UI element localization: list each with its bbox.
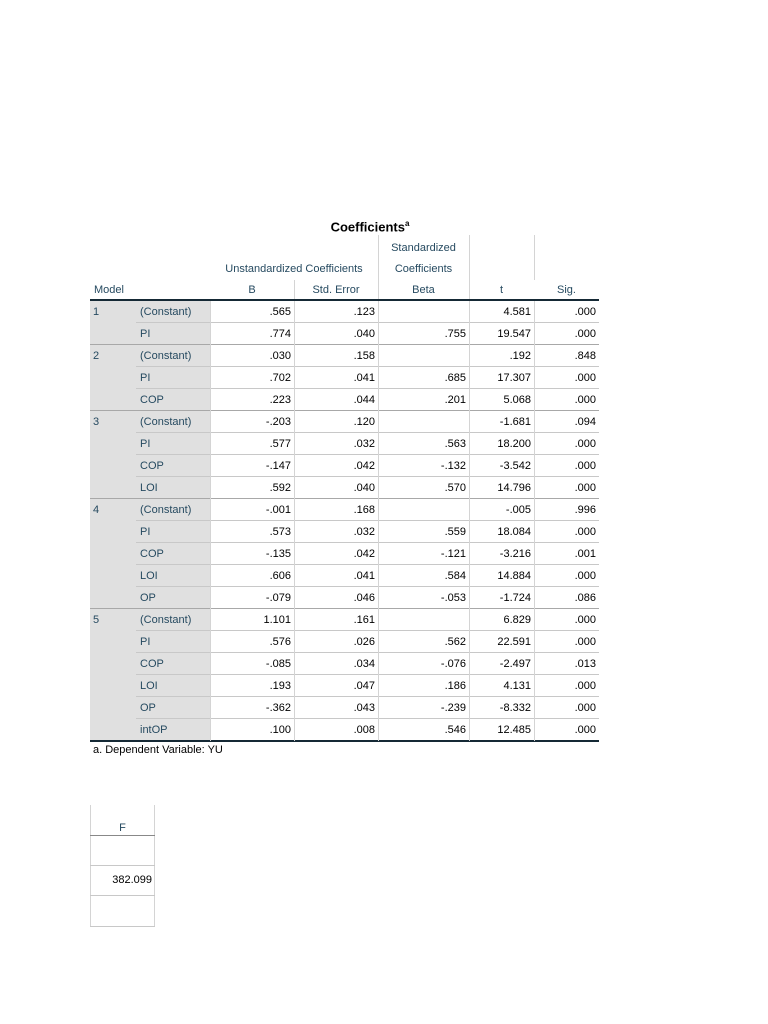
cell-sig: .013 bbox=[574, 658, 596, 670]
cell-std-error: .026 bbox=[353, 636, 375, 648]
variable-label: (Constant) bbox=[140, 504, 192, 516]
cell-std-error: .047 bbox=[353, 680, 375, 692]
variable-label: PI bbox=[140, 636, 151, 648]
cell-beta: .755 bbox=[444, 328, 466, 340]
cell-t: -8.332 bbox=[499, 702, 531, 714]
cell-std-error: .123 bbox=[353, 306, 375, 318]
header-unstandardized-coefficients: Unstandardized Coefficients bbox=[225, 263, 363, 275]
cell-sig: .000 bbox=[574, 372, 596, 384]
cell-b: .606 bbox=[269, 570, 291, 582]
cell-beta: .584 bbox=[444, 570, 466, 582]
cell-std-error: .034 bbox=[353, 658, 375, 670]
cell-beta bbox=[378, 301, 469, 323]
cell-beta bbox=[378, 499, 469, 521]
cell-t: 4.131 bbox=[503, 680, 531, 692]
header-sig: Sig. bbox=[557, 284, 576, 296]
variable-label: LOI bbox=[140, 680, 158, 692]
header-t: t bbox=[499, 284, 504, 296]
cell-beta: .562 bbox=[444, 636, 466, 648]
cell-b: -.001 bbox=[265, 504, 291, 516]
cell-sig: .001 bbox=[574, 548, 596, 560]
column-divider bbox=[294, 301, 295, 741]
cell-beta: -.132 bbox=[440, 460, 466, 472]
variable-label: COP bbox=[140, 658, 164, 670]
model-number: 4 bbox=[93, 504, 100, 516]
variable-label: (Constant) bbox=[140, 614, 192, 626]
cell-std-error: .040 bbox=[353, 482, 375, 494]
cell-beta: .201 bbox=[444, 394, 466, 406]
cell-beta: .559 bbox=[444, 526, 466, 538]
column-divider bbox=[210, 301, 211, 741]
cell-std-error: .158 bbox=[353, 350, 375, 362]
cell-beta: .685 bbox=[444, 372, 466, 384]
variable-label: LOI bbox=[140, 570, 158, 582]
cell-sig: .094 bbox=[574, 416, 596, 428]
model-number: 3 bbox=[93, 416, 100, 428]
cell-sig: .000 bbox=[574, 570, 596, 582]
variable-label: COP bbox=[140, 394, 164, 406]
cell-std-error: .032 bbox=[353, 438, 375, 450]
variable-label: PI bbox=[140, 526, 151, 538]
cell-std-error: .046 bbox=[353, 592, 375, 604]
cell-std-error: .120 bbox=[353, 416, 375, 428]
cell-t: -1.724 bbox=[499, 592, 531, 604]
cell-sig: .000 bbox=[574, 526, 596, 538]
cell-beta: .186 bbox=[444, 680, 466, 692]
cell-beta: .546 bbox=[444, 724, 466, 736]
cell-t: 22.591 bbox=[497, 636, 531, 648]
cell-t: 14.796 bbox=[497, 482, 531, 494]
cell-t: 18.084 bbox=[497, 526, 531, 538]
model-number: 5 bbox=[93, 614, 100, 626]
header-standardized-line1: Standardized bbox=[391, 242, 456, 254]
cell-sig: .086 bbox=[574, 592, 596, 604]
cell-std-error: .041 bbox=[353, 372, 375, 384]
header-beta: Beta bbox=[412, 284, 435, 296]
cell-beta bbox=[378, 411, 469, 433]
variable-label: (Constant) bbox=[140, 416, 192, 428]
cell-std-error: .168 bbox=[353, 504, 375, 516]
cell-std-error: .161 bbox=[353, 614, 375, 626]
column-divider bbox=[378, 301, 379, 741]
cell-sig: .000 bbox=[574, 614, 596, 626]
f-statistic-table bbox=[90, 805, 155, 927]
cell-beta: -.053 bbox=[440, 592, 466, 604]
variable-label: PI bbox=[140, 328, 151, 340]
cell-b: -.147 bbox=[265, 460, 291, 472]
cell-beta: .563 bbox=[444, 438, 466, 450]
model-number: 2 bbox=[93, 350, 100, 362]
f-row-divider bbox=[90, 895, 155, 896]
header-divider bbox=[378, 280, 379, 300]
cell-t: 5.068 bbox=[503, 394, 531, 406]
cell-b: .223 bbox=[269, 394, 291, 406]
cell-b: -.203 bbox=[265, 416, 291, 428]
table-footnote: a. Dependent Variable: YU bbox=[93, 744, 223, 756]
cell-b: .030 bbox=[269, 350, 291, 362]
variable-label: intOP bbox=[140, 724, 168, 736]
f-value: 382.099 bbox=[112, 874, 152, 886]
cell-b: .573 bbox=[269, 526, 291, 538]
cell-sig: .000 bbox=[574, 460, 596, 472]
cell-sig: .000 bbox=[574, 680, 596, 692]
cell-t: -1.681 bbox=[499, 416, 531, 428]
cell-std-error: .042 bbox=[353, 548, 375, 560]
variable-label: COP bbox=[140, 548, 164, 560]
variable-label: (Constant) bbox=[140, 306, 192, 318]
cell-sig: .848 bbox=[574, 350, 596, 362]
cell-sig: .000 bbox=[574, 328, 596, 340]
cell-t: 4.581 bbox=[503, 306, 531, 318]
cell-t: .192 bbox=[509, 350, 531, 362]
cell-b: .576 bbox=[269, 636, 291, 648]
cell-t: -3.542 bbox=[499, 460, 531, 472]
header-divider bbox=[469, 235, 470, 280]
cell-t: -2.497 bbox=[499, 658, 531, 670]
table-bottom-rule bbox=[90, 740, 599, 742]
cell-std-error: .032 bbox=[353, 526, 375, 538]
cell-b: 1.101 bbox=[263, 614, 291, 626]
variable-label: COP bbox=[140, 460, 164, 472]
cell-b: -.135 bbox=[265, 548, 291, 560]
f-header-rule bbox=[90, 835, 155, 836]
cell-b: .592 bbox=[269, 482, 291, 494]
cell-t: -3.216 bbox=[499, 548, 531, 560]
f-row-divider bbox=[90, 865, 155, 866]
variable-label: OP bbox=[140, 592, 156, 604]
cell-t: 18.200 bbox=[497, 438, 531, 450]
cell-sig: .000 bbox=[574, 394, 596, 406]
cell-sig: .000 bbox=[574, 702, 596, 714]
cell-beta bbox=[378, 609, 469, 631]
cell-sig: .000 bbox=[574, 482, 596, 494]
variable-label: LOI bbox=[140, 482, 158, 494]
cell-std-error: .041 bbox=[353, 570, 375, 582]
cell-sig: .000 bbox=[574, 724, 596, 736]
model-number: 1 bbox=[93, 306, 100, 318]
cell-std-error: .044 bbox=[353, 394, 375, 406]
f-header: F bbox=[119, 822, 126, 834]
cell-b: .774 bbox=[269, 328, 291, 340]
cell-std-error: .008 bbox=[353, 724, 375, 736]
cell-b: .702 bbox=[269, 372, 291, 384]
header-divider bbox=[469, 280, 470, 300]
column-divider bbox=[534, 301, 535, 741]
cell-b: -.085 bbox=[265, 658, 291, 670]
cell-beta: -.076 bbox=[440, 658, 466, 670]
header-divider bbox=[294, 280, 295, 300]
cell-std-error: .042 bbox=[353, 460, 375, 472]
variable-label: PI bbox=[140, 372, 151, 384]
cell-sig: .996 bbox=[574, 504, 596, 516]
cell-b: .193 bbox=[269, 680, 291, 692]
cell-t: -.005 bbox=[505, 504, 531, 516]
cell-std-error: .040 bbox=[353, 328, 375, 340]
cell-b: .100 bbox=[269, 724, 291, 736]
header-std-error: Std. Error bbox=[312, 284, 360, 296]
cell-t: 19.547 bbox=[497, 328, 531, 340]
cell-sig: .000 bbox=[574, 438, 596, 450]
table-title: Coefficients$^a$ bbox=[330, 219, 410, 235]
cell-beta: -.121 bbox=[440, 548, 466, 560]
cell-t: 12.485 bbox=[497, 724, 531, 736]
cell-sig: .000 bbox=[574, 306, 596, 318]
variable-label: PI bbox=[140, 438, 151, 450]
f-bottom-rule bbox=[90, 926, 155, 927]
cell-beta: .570 bbox=[444, 482, 466, 494]
cell-t: 6.829 bbox=[503, 614, 531, 626]
cell-beta bbox=[378, 345, 469, 367]
cell-b: -.362 bbox=[265, 702, 291, 714]
cell-b: .565 bbox=[269, 306, 291, 318]
variable-label: (Constant) bbox=[140, 350, 192, 362]
header-standardized-line2: Coefficients bbox=[394, 263, 453, 275]
cell-beta: -.239 bbox=[440, 702, 466, 714]
cell-b: -.079 bbox=[265, 592, 291, 604]
variable-label: OP bbox=[140, 702, 156, 714]
header-b: B bbox=[248, 284, 256, 296]
header-divider bbox=[534, 235, 535, 280]
title-footnote-marker: a bbox=[404, 219, 410, 228]
cell-t: 17.307 bbox=[497, 372, 531, 384]
header-divider bbox=[378, 235, 379, 280]
cell-t: 14.884 bbox=[497, 570, 531, 582]
column-divider bbox=[469, 301, 470, 741]
cell-sig: .000 bbox=[574, 636, 596, 648]
cell-std-error: .043 bbox=[353, 702, 375, 714]
cell-b: .577 bbox=[269, 438, 291, 450]
header-model: Model bbox=[94, 284, 124, 296]
